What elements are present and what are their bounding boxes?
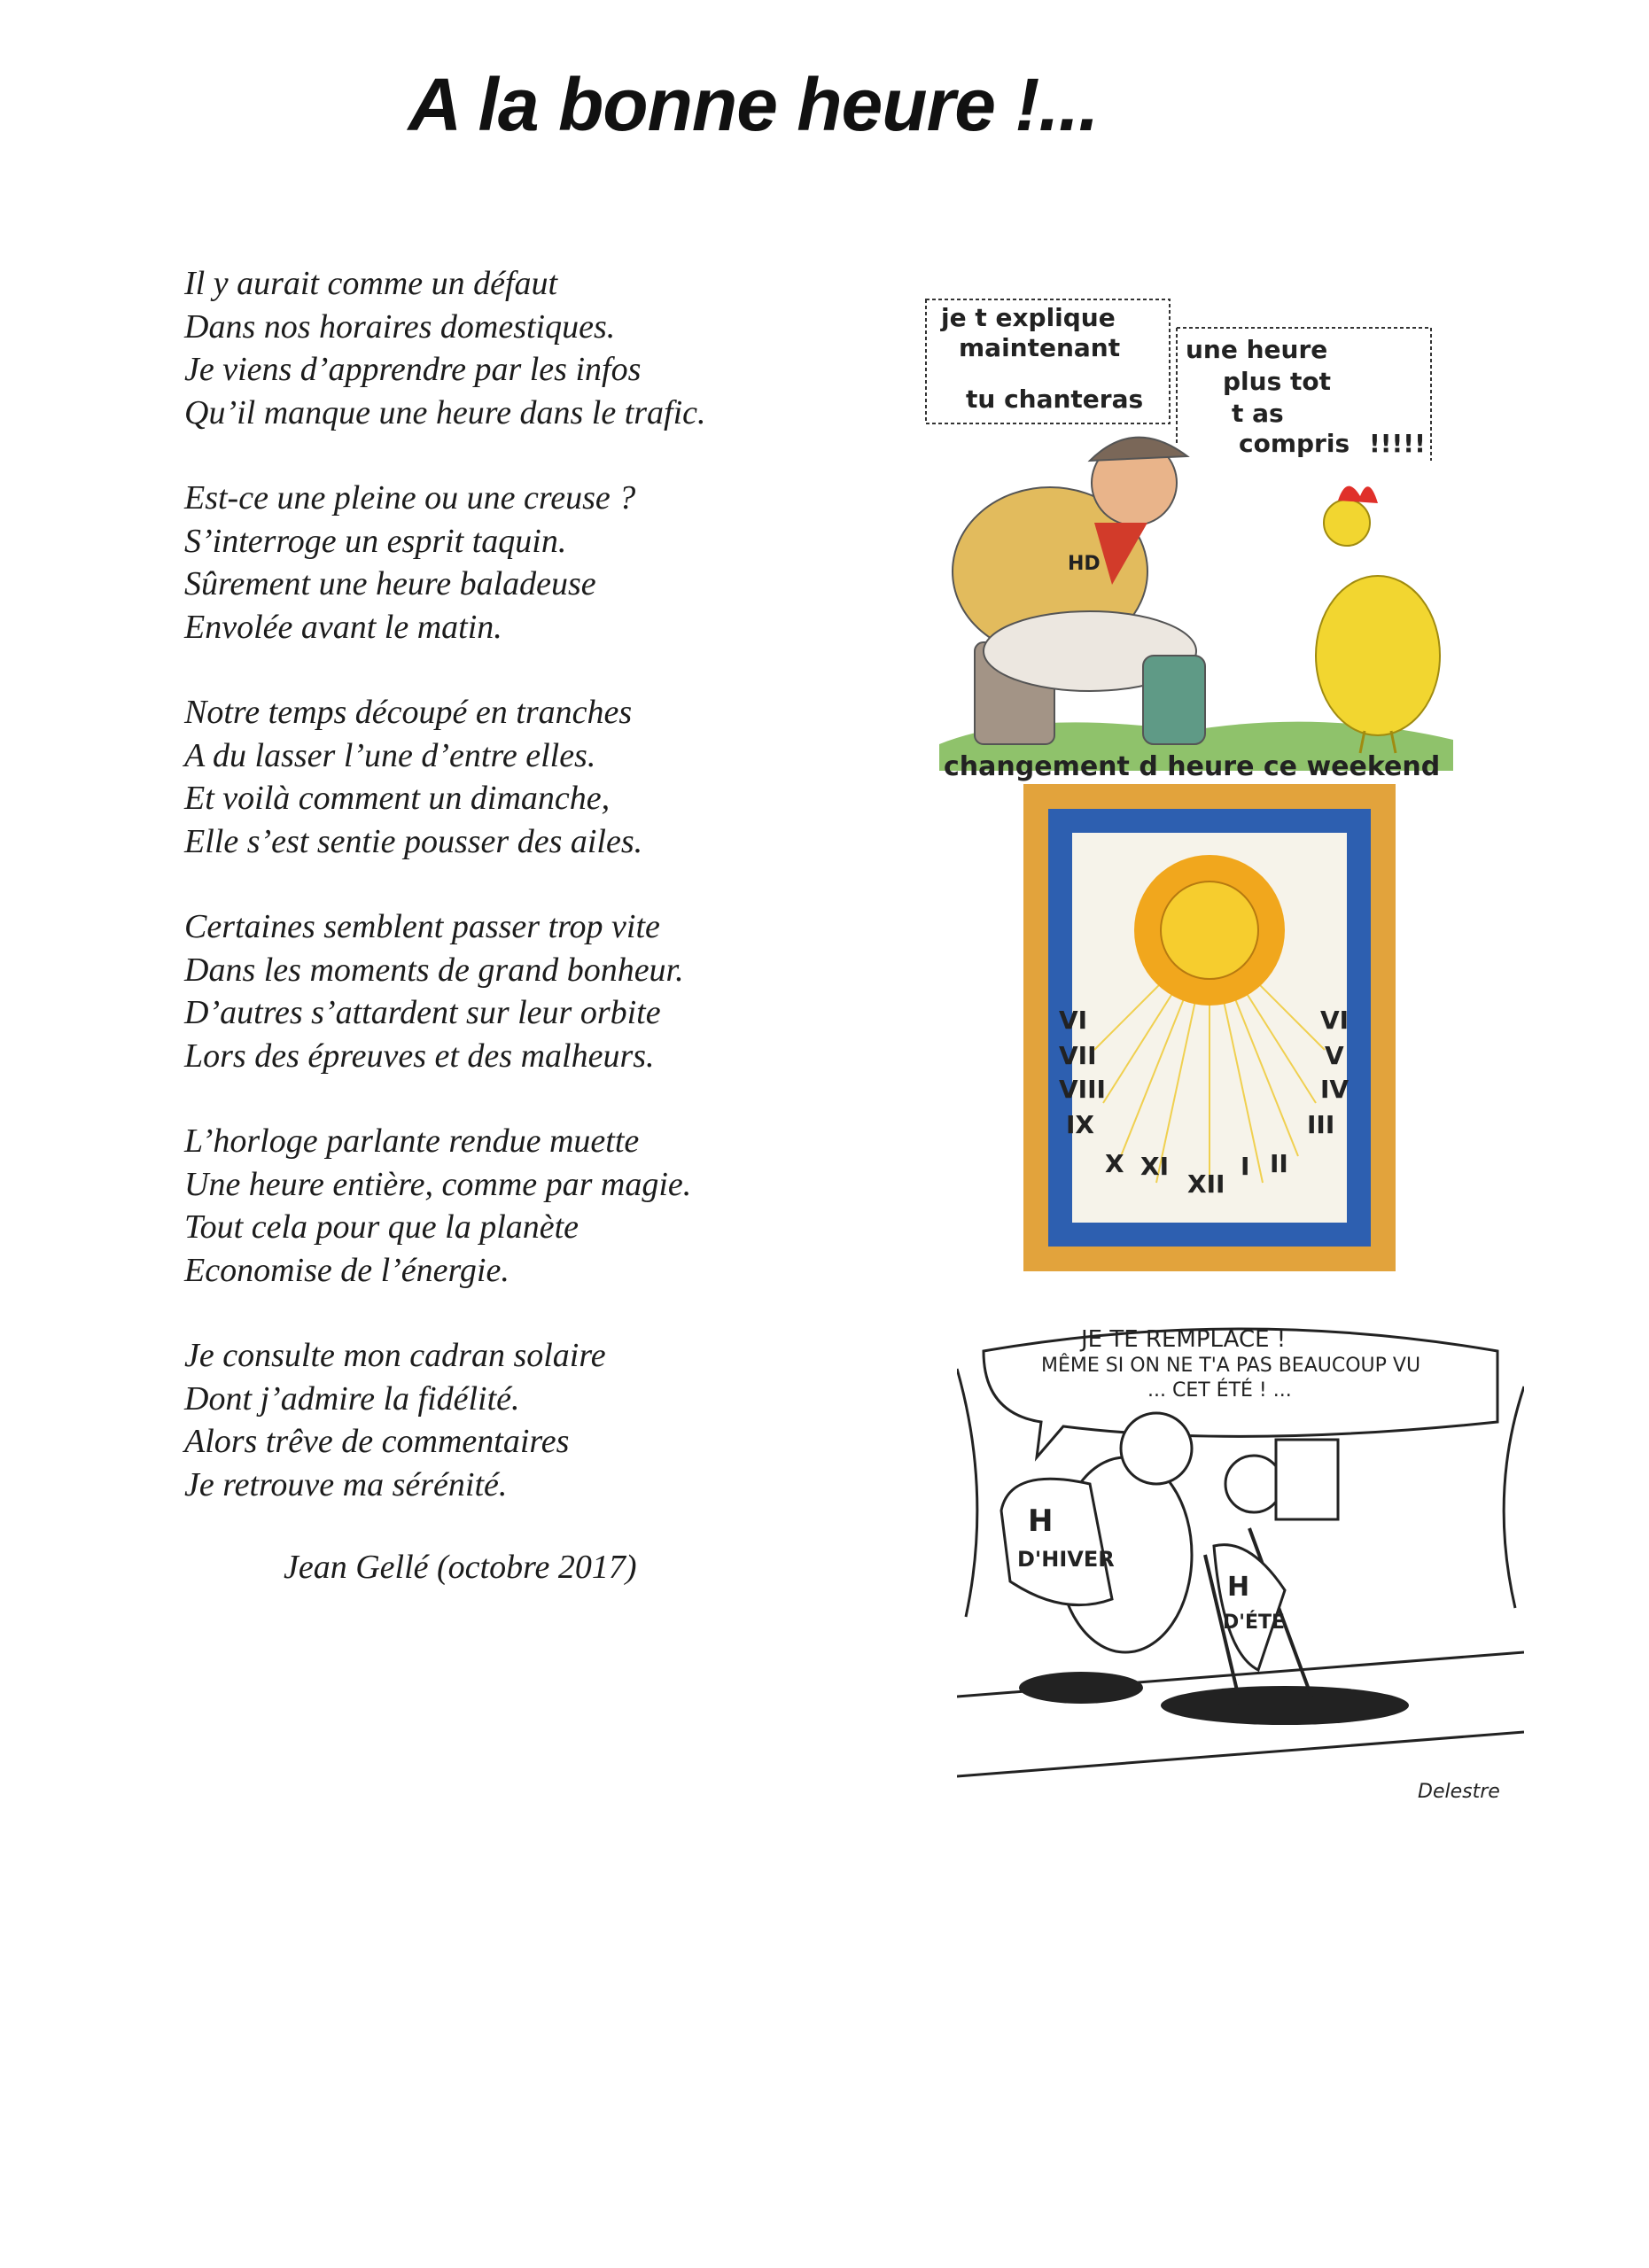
cartoon-bubble-line-3: ... CET ÉTÉ ! ...	[1147, 1379, 1292, 1402]
sundial-tile	[1023, 784, 1396, 1271]
poem-line: Envolée avant le matin.	[184, 608, 502, 646]
cartoon-winter-summer-hour	[957, 1316, 1524, 1812]
poem-line: A du lasser l’une d’entre elles.	[184, 736, 596, 774]
sundial-numeral: VI	[1320, 1006, 1350, 1035]
bubble-left-line-2: maintenant	[959, 333, 1121, 362]
bubble-right-line-2: plus tot	[1223, 367, 1331, 396]
poem-signature: Jean Gellé (octobre 2017)	[284, 1549, 637, 1586]
stanza-4	[184, 905, 964, 1077]
stanza-5	[184, 1120, 964, 1292]
poem-line: S’interroge un esprit taquin.	[184, 522, 567, 560]
cartoon-bubble-line-1: JE TE REMPLACE !	[1081, 1326, 1287, 1353]
cartoonist-signature: Delestre	[1418, 1781, 1500, 1803]
poem-line: Je retrouve ma sérénité.	[184, 1465, 508, 1503]
poem-line: Lors des épreuves et des malheurs.	[184, 1037, 655, 1075]
sundial-numeral: X	[1105, 1149, 1124, 1178]
bubble-left-line-1: je t explique	[941, 303, 1116, 332]
sundial-numeral: VI	[1059, 1006, 1088, 1035]
sundial-numeral: I	[1241, 1152, 1250, 1181]
poem-line: Tout cela pour que la planète	[184, 1208, 579, 1246]
poem-line: Economise de l’énergie.	[184, 1251, 509, 1289]
poem-line: D’autres s’attardent sur leur orbite	[184, 994, 661, 1031]
cartoon-farmer-rooster	[922, 292, 1471, 788]
poem-line: Je viens d’apprendre par les infos	[184, 351, 642, 388]
sundial-numeral: V	[1325, 1041, 1344, 1070]
sundial-numeral: VIII	[1059, 1075, 1106, 1104]
poem-line: Sûrement une heure baladeuse	[184, 565, 596, 602]
sundial-numeral: III	[1307, 1110, 1335, 1139]
sundial-numeral: IX	[1066, 1110, 1095, 1139]
poem-line: Et voilà comment un dimanche,	[184, 780, 611, 817]
bubble-right-line-4: compris	[1239, 429, 1350, 458]
poem-line: Dans les moments de grand bonheur.	[184, 951, 684, 989]
poem-line: L’horloge parlante rendue muette	[184, 1122, 640, 1160]
sundial-numeral: VII	[1059, 1041, 1097, 1070]
cartoon-bubble-line-2: MÊME SI ON NE T'A PAS BEAUCOUP VU	[1041, 1355, 1421, 1377]
bubble-right-line-3: t as	[1232, 399, 1284, 428]
sundial-numeral: II	[1270, 1149, 1288, 1178]
cartoon-caption: changement d heure ce weekend	[944, 751, 1441, 782]
poem-line: Dont j’admire la fidélité.	[184, 1379, 520, 1418]
poem-line: Certaines semblent passer trop vite	[184, 908, 660, 945]
winter-bag-label: D'HIVER	[1017, 1547, 1115, 1572]
sundial-numeral: IV	[1320, 1075, 1350, 1104]
poem-line: Elle s’est sentie pousser des ailes.	[184, 822, 643, 860]
bubble-right-line-5: !!!!!	[1369, 429, 1426, 458]
poem-line: Il y aurait comme un défaut	[184, 265, 558, 302]
stanza-3	[184, 691, 964, 863]
poem-line: Dans nos horaires domestiques.	[184, 307, 616, 346]
poem-line: Alors trêve de commentaires	[184, 1423, 570, 1460]
summer-chair-label-h: H	[1227, 1572, 1250, 1603]
poem-line: Qu’il manque une heure dans le trafic.	[184, 393, 706, 431]
stanza-6	[184, 1334, 964, 1506]
poem-line: Est-ce une pleine ou une creuse ?	[184, 479, 636, 517]
stanza-2	[184, 477, 964, 649]
farmer-shirt-label: HD	[1068, 553, 1101, 575]
poem-line: Je consulte mon cadran solaire	[184, 1337, 606, 1374]
poem-title: A la bonne heure !...	[408, 63, 1099, 146]
poem-line: Une heure entière, comme par magie.	[184, 1165, 692, 1203]
poem-body	[184, 262, 964, 1549]
bubble-left-line-3: tu chanteras	[966, 384, 1144, 414]
stanza-1	[184, 262, 964, 434]
winter-bag-label-h: H	[1028, 1503, 1054, 1539]
bubble-right-line-1: une heure	[1186, 335, 1328, 364]
farmer-rooster-illustration	[922, 292, 1471, 788]
summer-chair-label: D'ÉTÉ	[1223, 1612, 1286, 1634]
poem-line: Notre temps découpé en tranches	[184, 694, 633, 731]
sundial-numeral: XI	[1140, 1152, 1170, 1181]
sundial-numeral: XII	[1187, 1169, 1225, 1199]
